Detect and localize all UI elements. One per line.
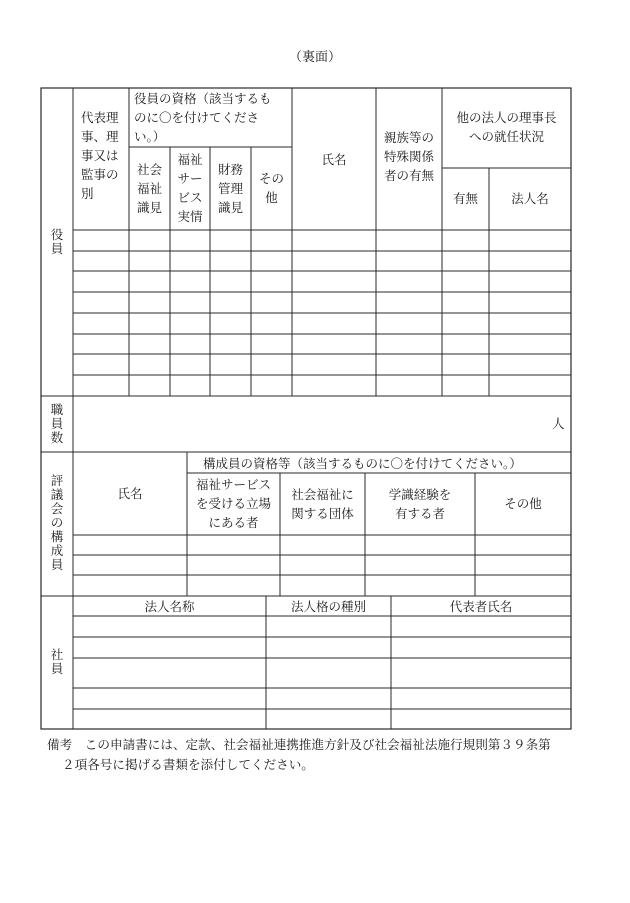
qual-social-welfare-insight: 社会 福祉 識見: [136, 162, 162, 215]
staff-unit: 人: [552, 416, 565, 431]
members-section-label: 社員: [50, 647, 64, 676]
note-line-1: 備考 この申請書には、定款、社会福祉連携推進方針及び社会福祉法施行規則第３９条第: [47, 737, 551, 752]
council-qual-service-recipient: 福祉サービス を受ける立場 にある者: [195, 477, 271, 530]
staff-section-label: 職員数: [50, 402, 64, 445]
council-name-header: 氏名: [117, 486, 143, 501]
council-qual-academic: 学識経験を 有する者: [388, 487, 452, 521]
council-qual-welfare-org: 社会福祉に 関する団体: [291, 487, 354, 521]
officers-name-header: 氏名: [321, 152, 347, 167]
page-title: （裏面）: [288, 50, 341, 65]
note-line-2: ２項各号に掲げる書類を添付してください。: [62, 757, 314, 772]
council-qualification-header: 構成員の資格等（該当するものに〇を付けてください。）: [203, 456, 522, 471]
council-section-label: 評議会の構成員: [50, 473, 64, 572]
members-corp-name-header: 法人名称: [144, 599, 195, 614]
council-qual-other: その他: [504, 496, 542, 511]
qual-welfare-service: 福祉 サー ビス 実情: [177, 152, 203, 224]
other-corp-header: 他の法人の理事長 への就任状況: [456, 110, 557, 144]
members-rep-name-header: 代表者氏名: [449, 599, 513, 614]
qualification-header: 役員の資格（該当するも のに〇を付けてくださ い。）: [134, 91, 272, 144]
qual-financial-management: 財務 管理 識見: [217, 162, 243, 215]
representative-column-header: 代表理 事、理 事又は 監事の 別: [81, 110, 119, 201]
qual-other: その 他: [258, 171, 284, 205]
relatives-header: 親族等の 特殊関係 者の有無: [383, 130, 434, 183]
members-corp-type-header: 法人格の種別: [290, 599, 366, 614]
presence-header: 有無: [452, 191, 478, 206]
corp-name-header: 法人名: [511, 191, 549, 206]
officers-section-label: 役員: [50, 227, 64, 256]
